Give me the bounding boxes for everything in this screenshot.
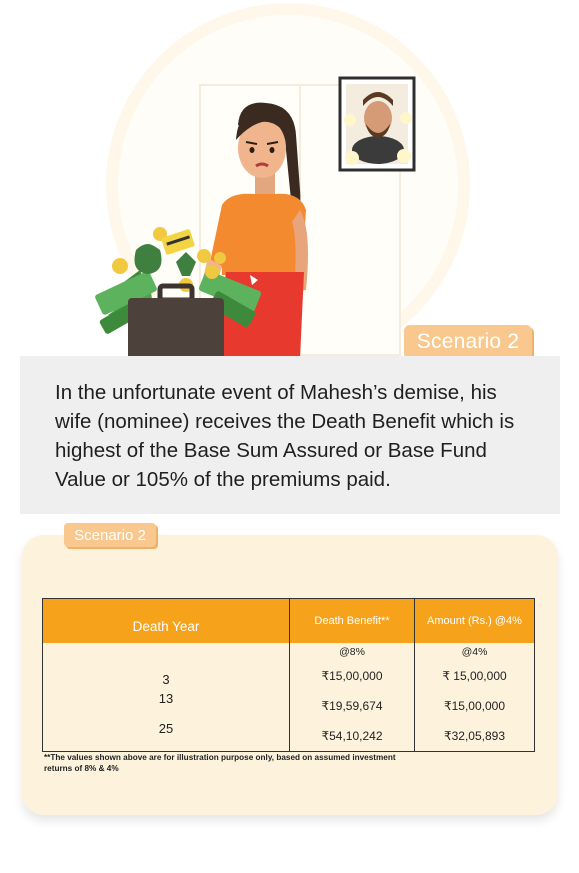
subheader-rate-4: @4% xyxy=(415,643,535,661)
table-cell-benefit: ₹19,59,674 xyxy=(290,691,415,721)
scenario-illustration xyxy=(0,0,579,360)
header-death-benefit: Death Benefit** xyxy=(290,599,415,644)
table-cell-amount: ₹15,00,000 xyxy=(415,691,535,721)
table-cell-year: 25 xyxy=(43,721,290,752)
table-cell-amount: ₹ 15,00,000 xyxy=(415,661,535,691)
table-row xyxy=(43,721,535,752)
header-amount: Amount (Rs.) @4% xyxy=(415,599,535,644)
subheader-rate-8: @8% xyxy=(290,643,415,661)
table-footnote: **The values shown above are for illustration purpose only, based on assumed investment returns of 8% & 4% xyxy=(44,753,396,773)
portrait-frame-icon xyxy=(340,78,414,170)
table-row xyxy=(43,691,535,721)
table-cell-amount: ₹32,05,893 xyxy=(415,721,535,752)
table-cell-benefit: ₹54,10,242 xyxy=(290,721,415,752)
header-death-year: Death Year xyxy=(43,599,290,644)
scenario-badge: Scenario 2 xyxy=(404,325,532,359)
table-cell-year: 13 xyxy=(43,691,290,721)
table-header-row xyxy=(43,599,535,644)
table-subheader-row xyxy=(43,643,535,661)
scenario-description: In the unfortunate event of Mahesh’s demise, his wife (nominee) receives the Death Benefit which is highest of the Base Sum Assured or Base Fund Value or 105% of the premiums paid. xyxy=(55,381,515,491)
table-cell-benefit: ₹15,00,000 xyxy=(290,661,415,691)
table-cell-year: 3 xyxy=(43,643,290,691)
death-benefit-table xyxy=(42,598,535,752)
card-scenario-badge: Scenario 2 xyxy=(64,523,156,547)
